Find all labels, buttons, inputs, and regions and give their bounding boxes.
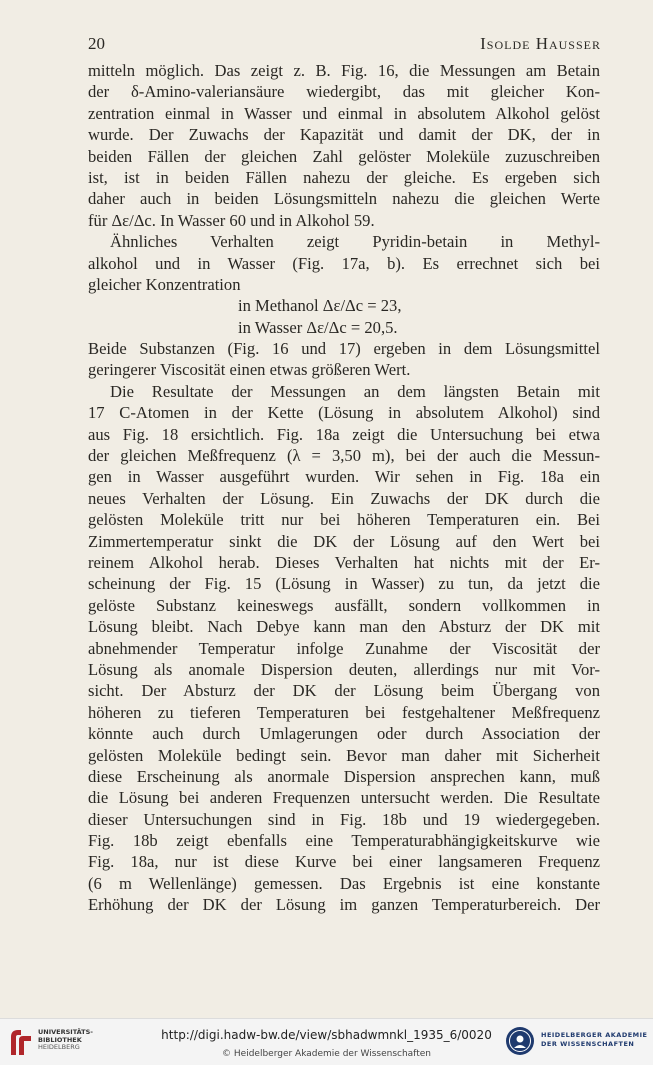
text-line: alkohol und in Wasser (Fig. 17a, b). Es errechnet sich bei — [88, 253, 600, 273]
text-line: für Δε/Δc. In Wasser 60 und in Alkohol 59. — [88, 210, 375, 230]
text-line: Fig. 18b zeigt ebenfalls eine Temperaturabhängigkeitskurve wie — [88, 831, 600, 851]
text-line: Erhöhung der DK der Lösung im ganzen Temperaturbereich. Der — [88, 895, 600, 915]
text-line: gleicher Konzentration — [88, 274, 241, 294]
text-line: scheinung der Fig. 15 (Lösung in Wasser) zu tun, da jetzt die — [88, 574, 600, 594]
text-line: abnehmender Temperatur infolge Zunahme der Viscosität der — [88, 638, 600, 658]
text-line: beiden Fällen der gleichen Zahl gelöster Moleküle zuzuschreiben — [88, 146, 600, 166]
text-line: mitteln möglich. Das zeigt z. B. Fig. 16, die Messungen am Betain — [88, 61, 600, 80]
permalink-url[interactable]: http://digi.hadw-bw.de/view/sbhadwmnkl_1935_6/0020 — [161, 1028, 492, 1042]
text-line: Lösung als anomale Dispersion deuten, allerdings nur mit Vor- — [88, 659, 600, 679]
running-head: Isolde Hausser — [480, 34, 601, 53]
university-library-name: UNIVERSITÄTS- BIBLIOTHEK HEIDELBERG — [38, 1028, 93, 1051]
text-line: (6 m Wellenlänge) gemessen. Das Ergebnis ist eine konstante — [88, 873, 600, 893]
text-line: zentration einmal in Wasser und einmal in absolutem Alkohol gelöst — [88, 103, 600, 123]
text-line: reinem Alkohol herab. Dieses Verhalten hat nichts mit der Er- — [88, 552, 600, 572]
formula-line: in Wasser Δε/Δc = 20,5. — [238, 317, 398, 337]
text-line: Beide Substanzen (Fig. 16 und 17) ergeben in dem Lösungsmittel — [88, 339, 600, 359]
text-line: diese Erscheinung als anormale Dispersion ansprechen kann, muß — [88, 766, 600, 786]
text-line: Die Resultate der Messungen an dem längsten Betain mit — [110, 381, 600, 401]
page-number: 20 — [88, 34, 105, 53]
academy-name: HEIDELBERGER AKADEMIE DER WISSENSCHAFTEN — [541, 1031, 648, 1048]
text-line: gelösten Moleküle tritt nur bei höheren Temperaturen ein. Bei — [88, 510, 600, 530]
text-line: wurde. Der Zuwachs der Kapazität und damit der DK, der in — [88, 125, 600, 145]
page-header — [88, 34, 601, 54]
text-line: neues Verhalten der Lösung. Ein Zuwachs der DK durch die — [88, 488, 600, 508]
text-line: geringerer Viscosität einen etwas größeren Wert. — [88, 360, 411, 380]
text-line: daher auch in beiden Lösungsmitteln nahezu die gleichen Werte — [88, 189, 600, 209]
text-line: dieser Untersuchungen sind in Fig. 18b und 19 wiedergegeben. — [88, 809, 600, 829]
text-line: gelösten Moleküle bedingt sein. Bevor man daher mit Sicherheit — [88, 745, 600, 765]
copyright-notice: © Heidelberger Akademie der Wissenschaften — [222, 1049, 431, 1059]
text-line: 17 C-Atomen in der Kette (Lösung in absolutem Alkohol) sind — [88, 403, 600, 423]
text-line: ist, ist in beiden Fällen nahezu der gleiche. Es ergeben sich — [88, 167, 600, 187]
viewer-footer — [0, 1018, 653, 1065]
text-line: gelöste Substanz keineswegs ausfällt, sondern vollkommen in — [88, 595, 600, 615]
text-line: der δ-Amino-valeriansäure wiedergibt, das mit gleicher Kon- — [88, 82, 600, 102]
text-line: aus Fig. 18 ersichtlich. Fig. 18a zeigt die Untersuchung bei etwa — [88, 424, 600, 444]
text-line: Fig. 18a, nur ist diese Kurve bei einer langsameren Frequenz — [88, 852, 600, 872]
text-line: der gleichen Meßfrequenz (λ = 3,50 m), bei der auch die Messun- — [88, 446, 600, 466]
text-line: die Lösung bei anderen Frequenzen untersucht werden. Die Resultate — [88, 788, 600, 808]
text-line: höheren zu tieferen Temperaturen bei festgehaltener Meßfrequenz — [88, 702, 600, 722]
formula-line: in Methanol Δε/Δc = 23, — [238, 296, 402, 316]
text-line: könnte auch durch Umlagerungen oder durch Association der — [88, 724, 600, 744]
text-line: Zimmertemperatur sinkt die DK der Lösung auf den Wert bei — [88, 531, 600, 551]
text-line: sicht. Der Absturz der DK der Lösung beim Übergang von — [88, 681, 600, 701]
body-text — [88, 60, 600, 916]
text-line: Ähnliches Verhalten zeigt Pyridin-betain in Methyl- — [110, 232, 600, 252]
text-line: Lösung bleibt. Nach Debye kann man den Absturz der DK mit — [88, 617, 600, 637]
academy-seal-icon[interactable] — [505, 1026, 535, 1056]
text-line: gen in Wasser ausgeführt wurden. Wir sehen in Fig. 18a ein — [88, 467, 600, 487]
